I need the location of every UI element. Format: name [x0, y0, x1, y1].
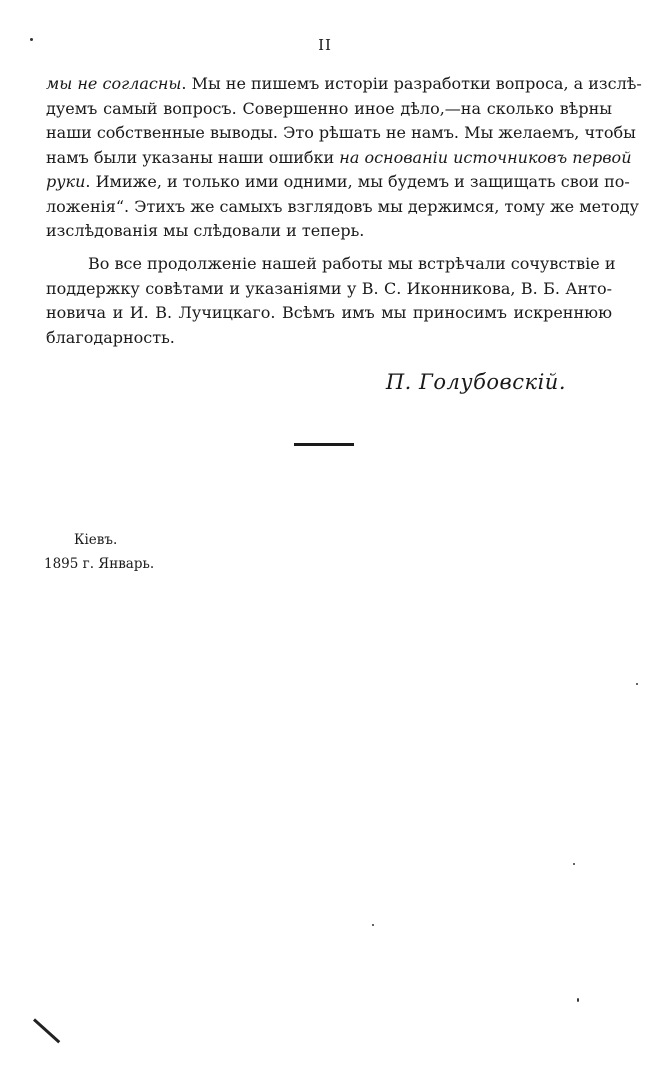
italic-text: на основаніи источниковъ первой — [339, 147, 632, 167]
text-line — [46, 72, 642, 97]
italic-text: руки — [46, 172, 86, 191]
text-line — [46, 146, 632, 171]
text-run: наши собственные выводы. Это рѣшать не намъ. Мы желаемъ, чтобы — [46, 123, 636, 142]
author-signature: П. Голубовскій. — [385, 370, 566, 394]
page-number: II — [318, 36, 332, 54]
text-line — [46, 97, 612, 122]
scan-speck — [30, 38, 33, 41]
text-line — [46, 170, 630, 195]
text-line — [46, 195, 639, 220]
scan-speck — [573, 863, 575, 865]
text-run: . Мы не пишемъ исторіи разработки вопроса, а изслѣ- — [181, 74, 642, 93]
text-line — [46, 121, 636, 146]
date-of-writing: 1895 г. Январь. — [44, 556, 155, 572]
text-line: новича и И. В. Лучицкаго. Всѣмъ имъ мы приносимъ искреннюю — [46, 303, 612, 322]
text-run: изслѣдованія мы слѣдовали и теперь. — [46, 221, 365, 240]
scan-speck — [577, 998, 579, 1002]
text-line: благодарность. — [46, 327, 175, 347]
text-run: . Имиже, и только ими одними, мы будемъ и защищать свои по- — [85, 172, 630, 191]
text-line: поддержку совѣтами и указаніями у В. С. Иконникова, В. Б. Анто- — [46, 278, 612, 298]
text-run: ложенія“. Этихъ же самыхъ взглядовъ мы держимся, тому же методу — [46, 196, 639, 216]
place-of-writing: Кіевъ. — [74, 532, 118, 548]
text-run: дуемъ самый вопросъ. Совершенно иное дѣло,—на сколько вѣрны — [46, 98, 612, 118]
scan-speck — [636, 683, 638, 685]
text-line: Во все продолженіе нашей работы мы встрѣчали сочувствіе и — [88, 254, 616, 273]
section-divider — [294, 443, 354, 446]
text-line — [46, 219, 612, 244]
scan-speck — [372, 924, 374, 926]
italic-text: мы не согласны — [46, 74, 182, 93]
text-run: намъ были указаны наши ошибки — [46, 147, 340, 167]
paragraph-2 — [46, 252, 616, 350]
scan-scratch — [33, 1018, 60, 1043]
paragraph-1 — [46, 72, 642, 244]
